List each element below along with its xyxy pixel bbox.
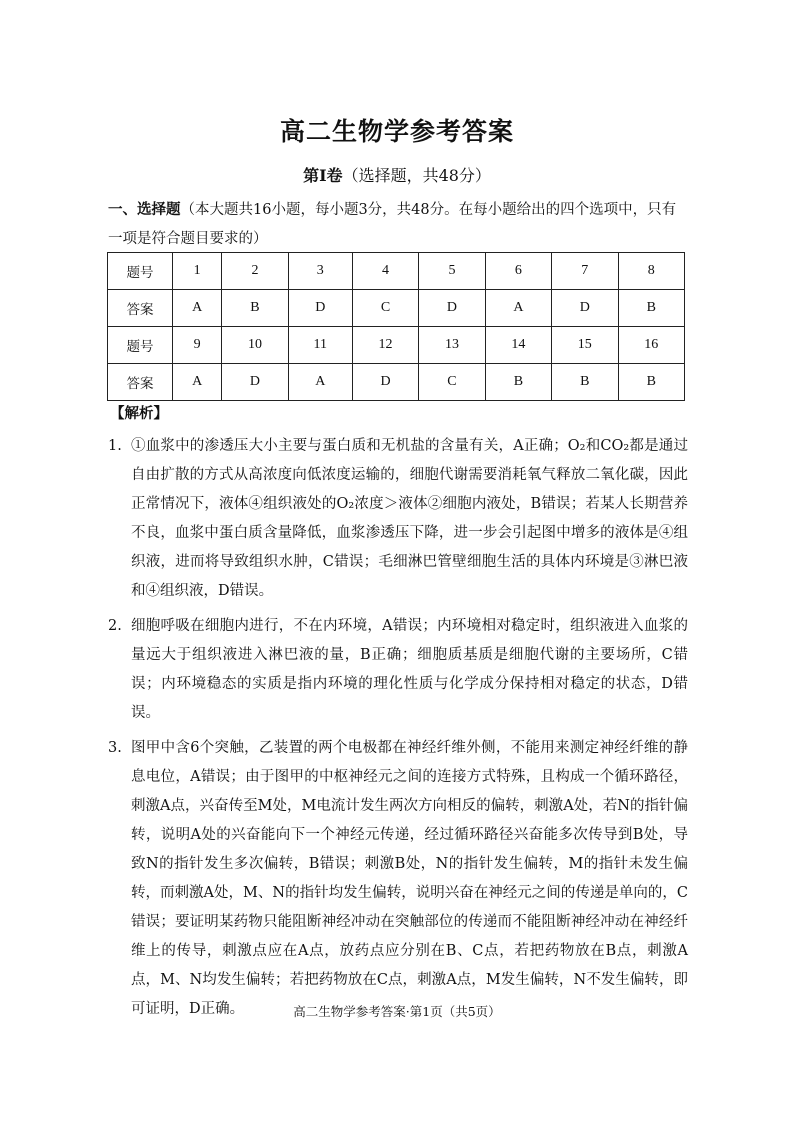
table-cell: C — [419, 364, 485, 401]
section-heading: 一、选择题 — [108, 201, 181, 218]
answer-table — [107, 252, 685, 401]
table-cell: 11 — [288, 327, 352, 364]
row-label: 题号 — [108, 253, 173, 290]
table-cell: B — [485, 364, 551, 401]
item-text: 图甲中含6个突触，乙装置的两个电极都在神经纤维外侧，不能用来测定神经纤维的静息电位，A错误；由于图甲的中枢神经元之间的连接方式特殊，且构成一个循环路径，刺激A点，兴奋传至M处，M电流计发生两次方向相反的偏转，刺激A处，若N的指针偏转，说明A处的兴奋能向下一个神经元传递，经过循环路径兴奋能多次传导到B处，导致N的指针发生多次偏转，B错误；刺激B处，N的指针发生偏转，M的指针未发生偏转，而刺激A处，M、N的指针均发生偏转，说明兴奋在神经元之间的传递是单向的，C错误；要证明某药物只能阻断神经冲动在突触部位的传递而不能阻断神经冲动在神经纤维上的传导，刺激点应在A点，放药点应分别在B、C点，若把药物放在B点，刺激A点，M、N均发生偏转；若把药物放在C点，刺激A点，M发生偏转，N不发生偏转，即可证明，D正确。 — [131, 740, 688, 1017]
item-text: ①血浆中的渗透压大小主要与蛋白质和无机盐的含量有关，A正确；O₂和CO₂都是通过自由扩散的方式从高浓度向低浓度运输的，细胞代谢需要消耗氧气释放二氧化碳，因此正常情况下，液体④组织液处的O₂浓度＞液体②细胞内液处，B错误；若某人长期营养不良，血浆中蛋白质含量降低，血浆渗透压下降，进一步会引起图中增多的液体是④组织液，进而将导致组织水肿，C错误；毛细淋巴管壁细胞生活的具体内环境是③淋巴液和④组织液，D错误。 — [131, 438, 688, 599]
table-cell: 12 — [352, 327, 418, 364]
table-cell: 13 — [419, 327, 485, 364]
table-cell: D — [288, 290, 352, 327]
analysis-list — [108, 432, 688, 1030]
table-cell: A — [173, 290, 222, 327]
item-number: 3. — [108, 740, 122, 756]
table-row — [108, 364, 685, 401]
table-cell: 4 — [352, 253, 418, 290]
analysis-item — [108, 432, 688, 606]
table-cell: D — [552, 290, 618, 327]
table-cell: 14 — [485, 327, 551, 364]
part-note: （选择题，共48分） — [342, 166, 491, 185]
row-label: 答案 — [108, 290, 173, 327]
table-cell: B — [552, 364, 618, 401]
row-label: 题号 — [108, 327, 173, 364]
table-cell: 10 — [222, 327, 288, 364]
table-cell: B — [618, 364, 684, 401]
table-cell: 7 — [552, 253, 618, 290]
analysis-heading: 【解析】 — [110, 405, 168, 422]
table-cell: A — [173, 364, 222, 401]
part-heading — [0, 163, 794, 186]
table-cell: B — [222, 290, 288, 327]
table-cell: 6 — [485, 253, 551, 290]
table-cell: 16 — [618, 327, 684, 364]
document-title: 高二生物学参考答案 — [279, 117, 514, 146]
row-label: 答案 — [108, 364, 173, 401]
table-row — [108, 253, 685, 290]
item-number: 2. — [108, 618, 122, 634]
table-cell: 15 — [552, 327, 618, 364]
page-footer: 高二生物学参考答案·第1页（共5页） — [293, 1004, 501, 1019]
table-cell: 1 — [173, 253, 222, 290]
table-cell: 8 — [618, 253, 684, 290]
table-cell: D — [419, 290, 485, 327]
table-cell: C — [352, 290, 418, 327]
table-cell: 9 — [173, 327, 222, 364]
table-cell: 5 — [419, 253, 485, 290]
section-instructions: （本大题共16小题，每小题3分，共48分。在每小题给出的四个选项中，只有一项是符合题目要求的） — [108, 202, 677, 247]
analysis-item — [108, 734, 688, 1024]
table-row — [108, 327, 685, 364]
part-label: 第Ⅰ卷 — [303, 166, 343, 185]
item-text: 细胞呼吸在细胞内进行，不在内环境，A错误；内环境相对稳定时，组织液进入血浆的量远大于组织液进入淋巴液的量，B正确；细胞质基质是细胞代谢的主要场所，C错误；内环境稳态的实质是指内环境的理化性质与化学成分保持相对稳定的状态，D错误。 — [131, 618, 688, 721]
table-cell: A — [485, 290, 551, 327]
table-cell: D — [222, 364, 288, 401]
table-cell: A — [288, 364, 352, 401]
item-number: 1. — [108, 438, 122, 454]
table-cell: 3 — [288, 253, 352, 290]
analysis-item — [108, 612, 688, 728]
table-cell: B — [618, 290, 684, 327]
table-cell: D — [352, 364, 418, 401]
section-intro — [108, 195, 688, 254]
table-cell: 2 — [222, 253, 288, 290]
table-row — [108, 290, 685, 327]
